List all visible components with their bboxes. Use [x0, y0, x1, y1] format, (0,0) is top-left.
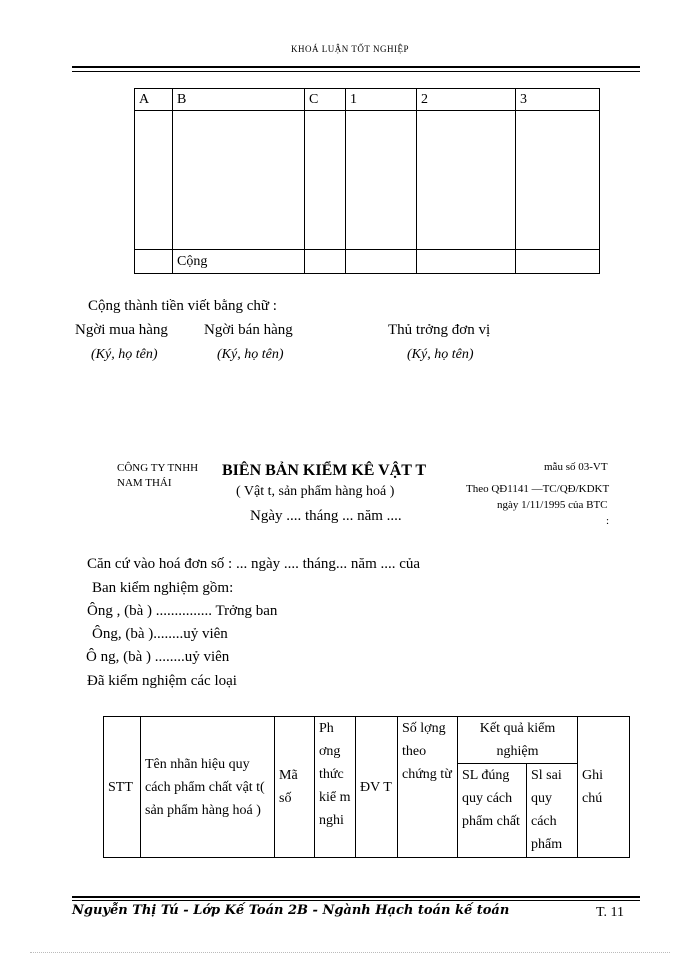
footer-rule: [72, 896, 640, 898]
invoice-table: [134, 88, 600, 274]
body-line-2: Ban kiểm nghiệm gồm:: [92, 580, 234, 596]
total-label: Cộng: [173, 250, 305, 274]
col-note: Ghi chú: [578, 717, 630, 858]
body-line-3: Ông , (bà ) ............... Trởng ban: [87, 603, 278, 619]
col-header-3: 3: [516, 89, 600, 111]
inspection-table: [103, 716, 630, 858]
col-stt: STT: [104, 717, 141, 858]
form-date-line: Ngày .... tháng ... năm ....: [250, 508, 402, 524]
decree-ref: Theo QĐ1141 —TC/QĐ/KDKT: [466, 483, 610, 495]
form-title: BIÊN BẢN KIỂM KÊ VẬT T: [222, 462, 427, 479]
decree-colon: :: [606, 515, 610, 527]
col-method: Ph ơng thức kiể m nghi: [315, 717, 356, 858]
col-name: Tên nhãn hiệu quy cách phẩm chất vật t( sản phẩm hàng hoá ): [141, 717, 275, 858]
table-total-row: [135, 250, 600, 274]
page-number: T. 11: [596, 905, 624, 920]
company-line1: CÔNG TY TNHH: [117, 462, 199, 474]
body-line-4: Ông, (bà )........uỷ viên: [92, 626, 228, 642]
bottom-divider: [30, 952, 670, 953]
footer-author: Nguyễn Thị Tú - Lớp Kế Toán 2B - Ngành Hạch toán kế toán: [72, 903, 510, 918]
col-result: Kết quả kiểm nghiệm: [458, 717, 578, 764]
body-line-6: Đã kiểm nghiệm các loại: [87, 673, 237, 689]
form-number: mẫu số 03-VT: [544, 461, 608, 473]
col-header-1: 1: [346, 89, 417, 111]
col-qty-doc: Số lợng theo chứng từ: [398, 717, 458, 858]
table-header-row: [104, 717, 630, 764]
buyer-label: Ngời mua hàng: [75, 322, 168, 338]
header-rule: [72, 66, 640, 68]
head-sign-note: (Ký, họ tên): [407, 347, 474, 362]
col-header-2: 2: [417, 89, 516, 111]
table-header-row: [135, 89, 600, 111]
body-line-5: Ô ng, (bà ) ........uỷ viên: [86, 649, 230, 665]
col-header-c: C: [305, 89, 346, 111]
buyer-sign-note: (Ký, họ tên): [91, 347, 158, 362]
form-subtitle: ( Vật t, sản phẩm hàng hoá ): [236, 484, 395, 499]
header-rule-thin: [72, 71, 640, 72]
col-bad: Sl sai quy cách phẩm: [527, 764, 578, 858]
col-unit: ĐV T: [356, 717, 398, 858]
decree-date: ngày 1/11/1995 của BTC: [497, 499, 608, 511]
table-body-row: [135, 111, 600, 250]
col-code: Mã số: [275, 717, 315, 858]
seller-sign-note: (Ký, họ tên): [217, 347, 284, 362]
col-header-b: B: [173, 89, 305, 111]
head-label: Thủ trởng đơn vị: [388, 322, 491, 338]
seller-label: Ngời bán hàng: [204, 322, 293, 338]
running-header: KHOÁ LUẬN TỐT NGHIỆP: [291, 44, 409, 54]
col-header-a: A: [135, 89, 173, 111]
footer-rule-thin: [72, 900, 640, 901]
company-line2: NAM THÁI: [117, 477, 172, 489]
amount-in-words: Cộng thành tiền viết bằng chữ :: [88, 298, 277, 314]
col-ok: SL đúng quy cách phẩm chất: [458, 764, 527, 858]
body-line-1: Căn cứ vào hoá đơn số : ... ngày .... tháng... năm .... của: [87, 556, 421, 572]
